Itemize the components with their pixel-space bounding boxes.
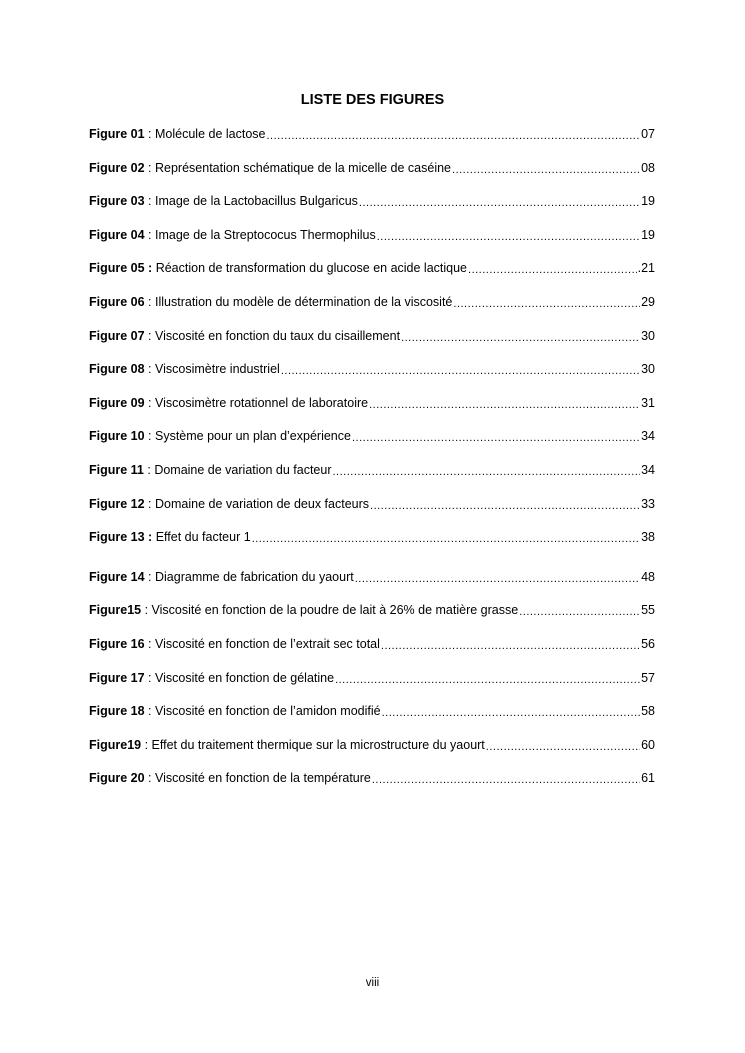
- figure-entry: [89, 770, 655, 804]
- figure-separator: :: [141, 603, 152, 618]
- figure-label: Figure 18: [89, 704, 145, 719]
- figure-entry: [89, 328, 655, 362]
- figure-title: Réaction de transformation du glucose en acide lactique: [155, 261, 468, 276]
- dot-leader: [359, 193, 640, 211]
- figure-separator: :: [144, 328, 155, 343]
- figure-label: Figure 06: [89, 294, 145, 309]
- figure-entry: [89, 361, 655, 395]
- figure-title: Molécule de lactose: [155, 127, 266, 141]
- figure-label: Figure 12: [89, 496, 145, 511]
- figure-page-number: 30: [641, 362, 655, 377]
- figure-entry: [89, 160, 655, 194]
- figure-label: Figure15: [89, 603, 142, 618]
- figure-entry: [89, 227, 655, 261]
- figure-page-number: 38: [641, 530, 655, 545]
- figure-title: Viscosité en fonction de la poudre de lait à 26% de matière grasse: [151, 603, 519, 618]
- figure-label: Figure 20: [89, 771, 145, 786]
- figure-page-number: 60: [641, 737, 655, 752]
- figure-label: Figure 01: [89, 127, 145, 141]
- figure-list: [89, 126, 655, 804]
- figure-separator: :: [144, 771, 155, 786]
- figure-entry: [89, 737, 655, 771]
- dot-leader: [352, 428, 640, 446]
- figure-entry: [89, 569, 655, 603]
- figure-label: Figure 14: [89, 569, 145, 584]
- page-title: LISTE DES FIGURES: [300, 92, 445, 108]
- figure-page-number: 19: [641, 194, 655, 209]
- figure-page-number: 48: [641, 569, 655, 584]
- figure-entry: [89, 193, 655, 227]
- dot-leader: [401, 328, 640, 346]
- dot-leader: [370, 496, 640, 514]
- figure-label: Figure 13 :: [89, 530, 153, 545]
- dot-leader: [519, 602, 640, 620]
- figure-label: Figure 02: [89, 160, 145, 175]
- figure-title: Viscosité en fonction du taux du cisaillement: [155, 328, 401, 343]
- figure-page-number: 19: [641, 227, 655, 242]
- figure-page-number: 34: [641, 462, 655, 477]
- figure-page-number: 31: [641, 395, 655, 410]
- figure-page-number: 55: [641, 603, 655, 618]
- figure-separator: :: [144, 636, 155, 651]
- figure-entry: [89, 602, 655, 636]
- dot-leader: [382, 703, 641, 721]
- figure-entry: [89, 260, 655, 294]
- figure-page-number: 07: [641, 127, 655, 141]
- figure-title: Image de la Streptococus Thermophilus: [155, 227, 376, 242]
- dot-leader: [453, 294, 640, 312]
- figure-entry: [89, 126, 655, 160]
- figure-page-number: .21: [637, 261, 655, 276]
- figure-title: Viscosimètre rotationnel de laboratoire: [155, 395, 369, 410]
- dot-leader: [377, 227, 640, 245]
- figure-title: Diagramme de fabrication du yaourt: [155, 569, 354, 584]
- figure-page-number: 08: [641, 160, 655, 175]
- figure-page-number: 30: [641, 328, 655, 343]
- figure-label: Figure 03: [89, 194, 145, 209]
- figure-entry: [89, 294, 655, 328]
- figure-separator: :: [144, 569, 155, 584]
- figure-separator: :: [144, 127, 155, 141]
- figure-separator: :: [144, 362, 155, 377]
- figure-label: Figure 09: [89, 395, 145, 410]
- figure-separator: :: [144, 395, 155, 410]
- figure-title: Viscosité en fonction de l’amidon modifié: [155, 704, 381, 719]
- dot-leader: [252, 529, 640, 547]
- figure-entry: [89, 670, 655, 704]
- figure-page-number: 56: [641, 636, 655, 651]
- figure-entry: [89, 496, 655, 530]
- figure-label: Figure 10: [89, 429, 145, 444]
- figure-separator: :: [144, 670, 155, 685]
- figure-title: Représentation schématique de la micelle de caséine: [155, 160, 452, 175]
- figure-title: Illustration du modèle de détermination de la viscosité: [155, 294, 453, 309]
- page-number: viii: [365, 977, 380, 989]
- figure-title: Domaine de variation de deux facteurs: [155, 496, 370, 511]
- figure-separator: :: [141, 737, 152, 752]
- dot-leader: [369, 395, 640, 413]
- figure-entry: [89, 636, 655, 670]
- figure-title: Effet du traitement thermique sur la microstructure du yaourt: [151, 737, 485, 752]
- figure-title: Viscosité en fonction de l’extrait sec total: [155, 636, 380, 651]
- figure-page-number: 57: [641, 670, 655, 685]
- dot-leader: [486, 737, 640, 755]
- figure-page-number: 29: [641, 294, 655, 309]
- figure-separator: :: [143, 462, 155, 477]
- figure-entry: [89, 462, 655, 496]
- dot-leader: [335, 670, 640, 688]
- figure-entry: [89, 703, 655, 737]
- figure-entry: [89, 395, 655, 429]
- figure-separator: :: [144, 227, 155, 242]
- figure-label: Figure 17: [89, 670, 145, 685]
- figure-entry: [89, 529, 655, 563]
- figure-label: Figure19: [89, 737, 142, 752]
- figure-title: Viscosité en fonction de gélatine: [155, 670, 335, 685]
- figure-label: Figure 16: [89, 636, 145, 651]
- figure-entry: [89, 428, 655, 462]
- figure-title: Domaine de variation du facteur: [154, 462, 332, 477]
- figure-title: Viscosimètre industriel: [155, 362, 280, 377]
- figure-separator: :: [144, 429, 155, 444]
- dot-leader: [333, 462, 641, 480]
- figure-separator: :: [144, 194, 155, 209]
- figure-separator: :: [144, 160, 155, 175]
- figure-title: Viscosité en fonction de la température: [155, 771, 371, 786]
- figure-label: Figure 08: [89, 362, 145, 377]
- figure-title: Image de la Lactobacillus Bulgaricus: [155, 194, 358, 209]
- dot-leader: [452, 160, 640, 178]
- dot-leader: [372, 770, 640, 788]
- figure-title: Effet du facteur 1: [155, 530, 251, 545]
- dot-leader: [355, 569, 640, 587]
- figure-label: Figure 05 :: [89, 261, 153, 276]
- figure-page-number: 61: [641, 771, 655, 786]
- figure-label: Figure 07: [89, 328, 145, 343]
- figure-title: Système pour un plan d’expérience: [155, 429, 351, 444]
- figure-page-number: 33: [641, 496, 655, 511]
- dot-leader: [266, 126, 640, 144]
- figure-label: Figure 11: [89, 462, 144, 477]
- dot-leader: [381, 636, 640, 654]
- figure-separator: :: [144, 704, 155, 719]
- figure-separator: :: [144, 496, 155, 511]
- figure-separator: :: [144, 294, 155, 309]
- figure-label: Figure 04: [89, 227, 145, 242]
- dot-leader: [468, 260, 637, 278]
- figure-page-number: 34: [641, 429, 655, 444]
- figure-page-number: 58: [641, 704, 655, 719]
- dot-leader: [281, 361, 640, 379]
